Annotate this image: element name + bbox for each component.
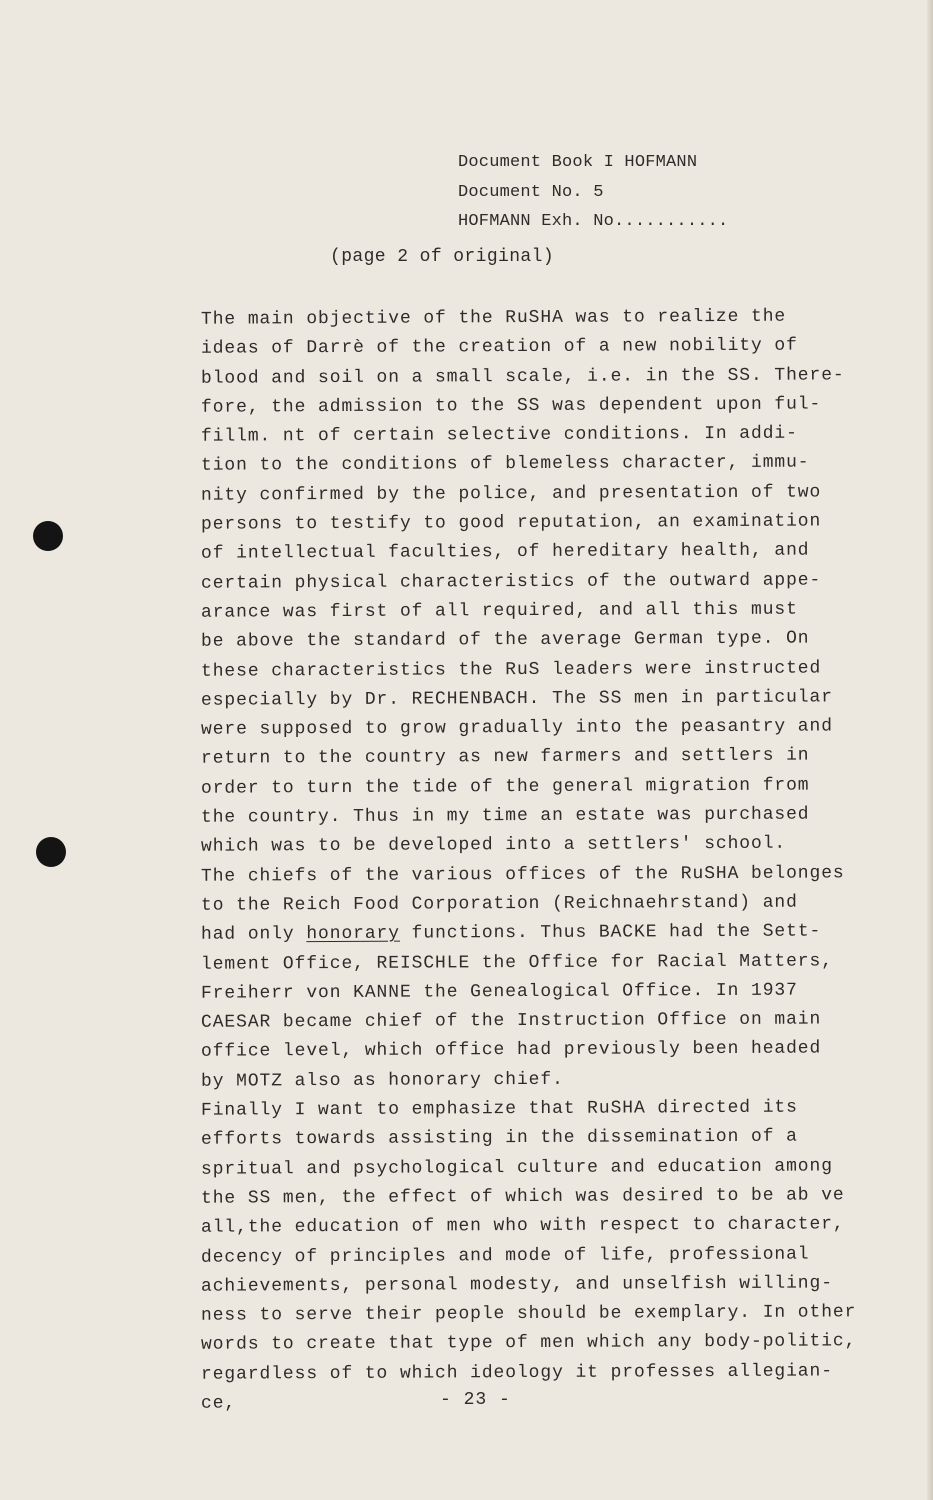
body-line: ideas of Darrè of the creation of a new nobility of (200, 335, 798, 360)
body-line: persons to testify to good reputation, an examination (200, 511, 822, 535)
document-header (458, 148, 728, 237)
body-line: efforts towards assisting in the dissemination of a (200, 1126, 798, 1151)
page-edge (927, 0, 933, 1500)
punch-hole-bottom (36, 837, 66, 867)
body-line: order to turn the tide of the general migration from (200, 775, 810, 799)
body-line: all,the education of men who with respect to character, (200, 1214, 845, 1238)
body-line: of intellectual faculties, of hereditary health, and (200, 540, 810, 565)
body-line: The chiefs of the various offices of the RuSHA belonges (200, 862, 845, 887)
body-line: certain physical characteristics of the outward appe- (200, 570, 822, 594)
body-line: which was to be developed into a settlers' school. (200, 833, 787, 858)
body-line: tion to the conditions of blemeless character, immu- (200, 453, 810, 477)
exhibit-number-label: HOFMANN Exh. No........... (458, 212, 729, 231)
body-line: ness to serve their people should be exemplary. In other (200, 1302, 857, 1326)
body-line: Finally I want to emphasize that RuSHA directed its (200, 1097, 798, 1121)
page-reference: (page 2 of original) (330, 247, 555, 267)
body-line: especially by Dr. RECHENBACH. The SS men in particular (200, 687, 833, 711)
body-line: return to the country as new farmers and settlers in (200, 745, 810, 770)
body-line: the country. Thus in my time an estate was purchased (200, 804, 810, 828)
body-line: spritual and psychological culture and education among (200, 1156, 833, 1180)
body-line: blood and soil on a small scale, i.e. in the SS. There- (200, 364, 845, 389)
line-text-before: had only (200, 924, 307, 945)
body-line: the SS men, the effect of which was desired to be ab ve (200, 1185, 845, 1209)
body-line: were supposed to grow gradually into the peasantry and (200, 716, 833, 740)
body-line: to the Reich Food Corporation (Reichnaehrstand) and (200, 892, 798, 916)
body-line: fore, the admission to the SS was dependent upon ful- (200, 394, 822, 418)
body-line: CAESAR became chief of the Instruction Office on main (200, 1009, 822, 1033)
body-line: by MOTZ also as honorary chief. (200, 1069, 564, 1092)
body-line: decency of principles and mode of life, professional (200, 1244, 810, 1268)
body-line: nity confirmed by the police, and presentation of two (200, 482, 822, 506)
body-line: these characteristics the RuS leaders were instructed (200, 658, 822, 682)
body-line: Freiherr von KANNE the Genealogical Office. In 1937 (200, 980, 798, 1004)
body-line: fillm. nt of certain selective conditions. In addi- (200, 423, 798, 447)
body-line: ce, (200, 1393, 237, 1414)
punch-hole-top (33, 521, 63, 551)
body-text (201, 304, 856, 1417)
body-line: words to create that type of men which any body-politic, (200, 1331, 857, 1356)
body-line: The main objective of the RuSHA was to realize the (200, 306, 787, 330)
body-line: be above the standard of the average German type. On (200, 628, 810, 652)
page-number: - 23 - (440, 1390, 511, 1410)
body-line: lement Office, REISCHLE the Office for Racial Matters, (200, 950, 833, 975)
underlined-word-honorary: honorary (306, 923, 401, 945)
document-book-label: Document Book I HOFMANN (458, 153, 698, 172)
body-line-honorary (201, 918, 856, 951)
body-line: arance was first of all required, and all this must (200, 599, 798, 623)
line-text-after: functions. Thus BACKE had the Sett- (399, 921, 822, 944)
body-line: office level, which office had previously been headed (200, 1038, 822, 1063)
document-number-label: Document No. 5 (458, 182, 604, 202)
body-line: regardless of to which ideology it professes allegian- (200, 1361, 833, 1385)
body-line: achievements, personal modesty, and unselfish willing- (200, 1273, 833, 1297)
